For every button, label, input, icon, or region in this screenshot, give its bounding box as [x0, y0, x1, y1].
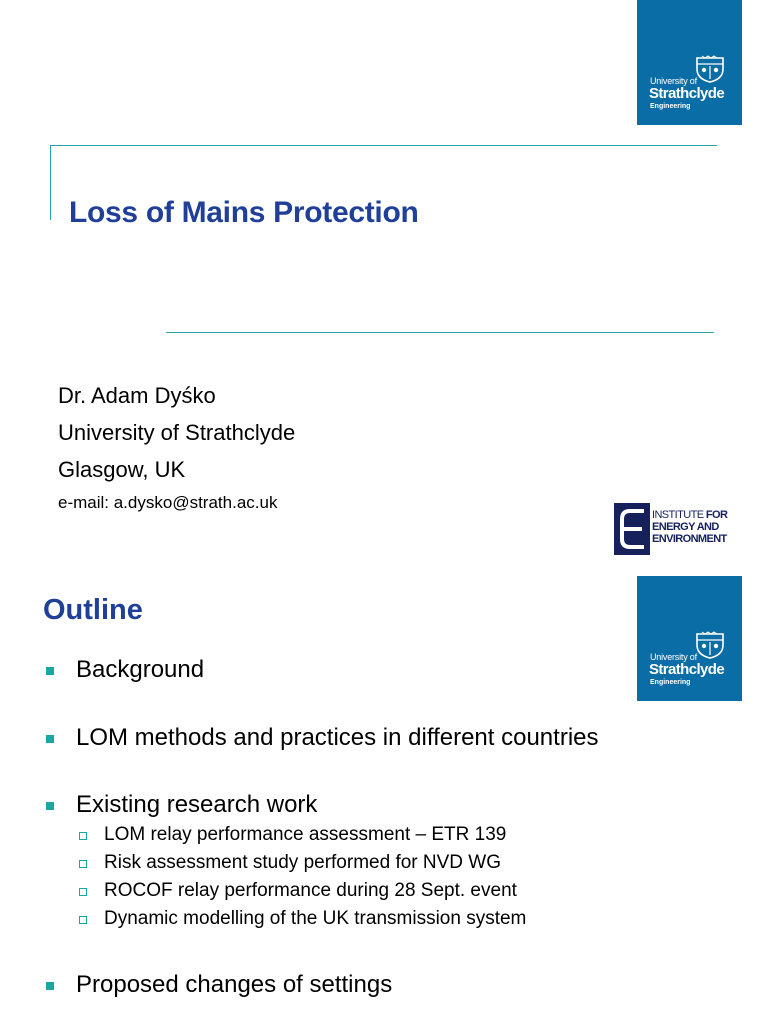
outline-slide	[0, 572, 768, 1024]
institute-for-word: FOR	[705, 509, 728, 521]
bullet-text: Proposed changes of settings	[76, 971, 393, 998]
hollow-square-bullet-icon	[79, 916, 87, 924]
frame-bottom-line	[166, 332, 714, 333]
sub-bullet-text: ROCOF relay performance during 28 Sept. event	[104, 880, 517, 901]
crest-icon	[693, 631, 727, 659]
author-location: Glasgow, UK	[58, 457, 186, 482]
institute-energy-environment-logo	[614, 503, 738, 555]
outline-title: Outline	[43, 594, 143, 626]
bullet-square-icon	[46, 667, 54, 675]
bullet-text: Existing research work	[76, 791, 318, 818]
logo-line-strathclyde: Strathclyde	[649, 661, 725, 678]
logo-line-university-of: University of	[650, 652, 697, 662]
author-email: e-mail: a.dysko@strath.ac.uk	[58, 493, 278, 512]
hollow-square-bullet-icon	[79, 832, 87, 840]
logo-line-university-of: University of	[650, 76, 697, 86]
hollow-square-bullet-icon	[79, 888, 87, 896]
slide-title: Loss of Mains Protection	[69, 196, 419, 229]
sub-bullet-text: LOM relay performance assessment – ETR 139	[104, 824, 507, 845]
bullet-text: LOM methods and practices in different countries	[76, 724, 599, 751]
author-university: University of Strathclyde	[58, 420, 296, 445]
bullet-square-icon	[46, 802, 54, 810]
author-name: Dr. Adam Dyśko	[58, 383, 216, 408]
frame-top-line	[51, 145, 717, 146]
crest-icon	[693, 55, 727, 83]
bullet-square-icon	[46, 735, 54, 743]
strathclyde-logo	[637, 0, 742, 125]
logo-line-strathclyde: Strathclyde	[649, 85, 725, 102]
sub-bullet-text: Dynamic modelling of the UK transmission system	[104, 908, 527, 929]
institute-e-icon	[614, 503, 650, 555]
institute-word: INSTITUTE	[652, 509, 704, 521]
logo-line-engineering: Engineering	[650, 679, 691, 686]
frame-left-line	[50, 145, 51, 220]
institute-line-1	[652, 509, 727, 521]
institute-line-3: ENVIRONMENT	[652, 533, 727, 545]
bullet-text: Background	[76, 656, 205, 683]
hollow-square-bullet-icon	[79, 860, 87, 868]
strathclyde-logo	[637, 576, 742, 701]
institute-line-2: ENERGY AND	[652, 521, 719, 533]
sub-bullet-text: Risk assessment study performed for NVD WG	[104, 852, 501, 873]
bullet-square-icon	[46, 982, 54, 990]
logo-line-engineering: Engineering	[650, 103, 691, 110]
